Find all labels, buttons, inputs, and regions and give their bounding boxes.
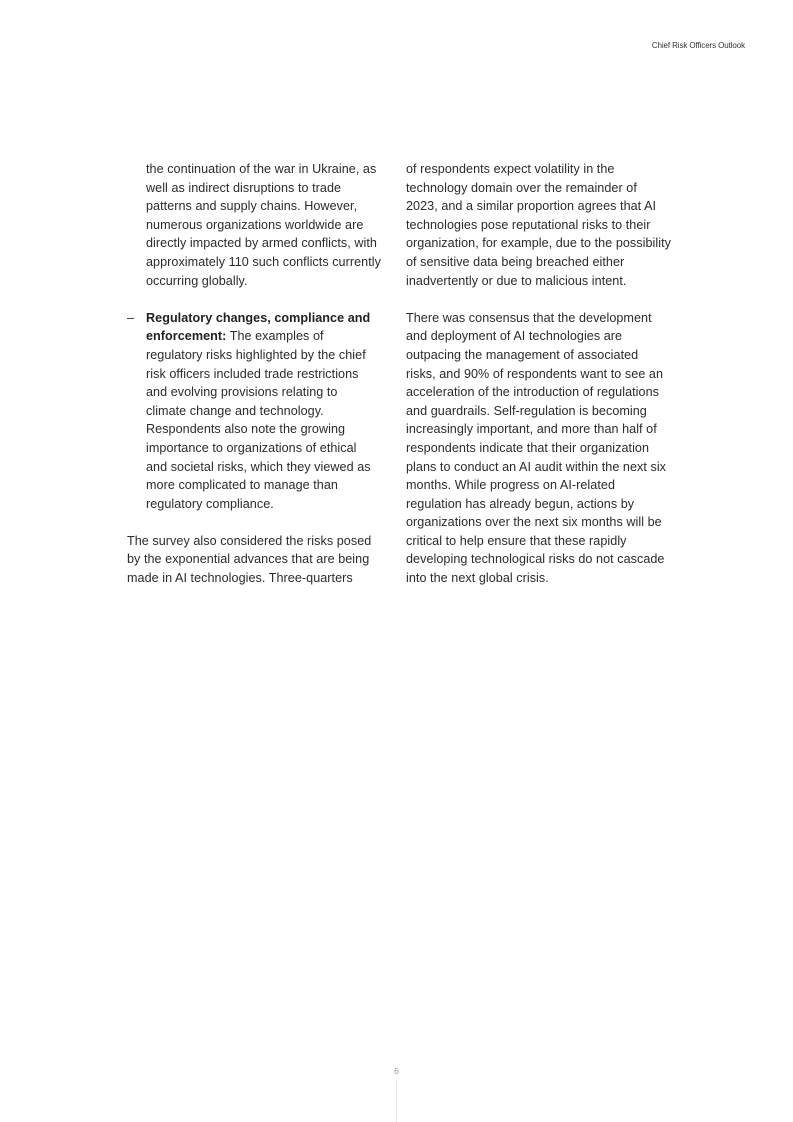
continued-paragraph: the continuation of the war in Ukraine, as well as indirect disruptions to trade patterns and supply chains. However, numerous organizations worldwide are directly impacted by armed conflicts, with approximately 110 such conflicts currently occurring globally. [146, 162, 381, 288]
footer-divider [396, 1080, 397, 1122]
bullet-text: The examples of regulatory risks highlighted by the chief risk officers included trade restrictions and evolving provisions relating to climate change and technology. Respondents also note the growing importance to organizations of ethical and societal risks, which they viewed as more complicated to manage than regulatory compliance. [146, 329, 371, 511]
volatility-paragraph: of respondents expect volatility in the technology domain over the remainder of 2023, and a similar proportion agrees that AI technologies pose reputational risks to their organization, for example, due to the possibility of sensitive data being breached either inadvertently or due to malicious intent. [406, 162, 671, 288]
running-header: Chief Risk Officers Outlook [651, 41, 745, 50]
dash-bullet-marker: – [127, 310, 135, 325]
bullet-heading: Regulatory changes, compliance and enforcement: [146, 310, 371, 344]
right-column [406, 160, 671, 606]
consensus-paragraph: There was consensus that the development and deployment of AI technologies are outpacing the management of associated risks, and 90% of respondents want to see an acceleration of the introduction of regulations and guardrails. Self-regulation is becoming increasingly important, and more than half of respondents indicate that their organization plans to conduct an AI audit within the next six months. While progress on AI-related regulation has already begun, actions by organizations over the next six months will be critical to help ensure that these rapidly developing technological risks do not cascade into the next global crisis. [406, 310, 667, 586]
left-column [127, 160, 381, 606]
page-number: 6 [394, 1066, 399, 1076]
bullet-item-regulatory [127, 309, 381, 514]
ai-survey-paragraph: The survey also considered the risks posed by the exponential advances that are being made in AI technologies. Three-quarters [127, 533, 372, 586]
